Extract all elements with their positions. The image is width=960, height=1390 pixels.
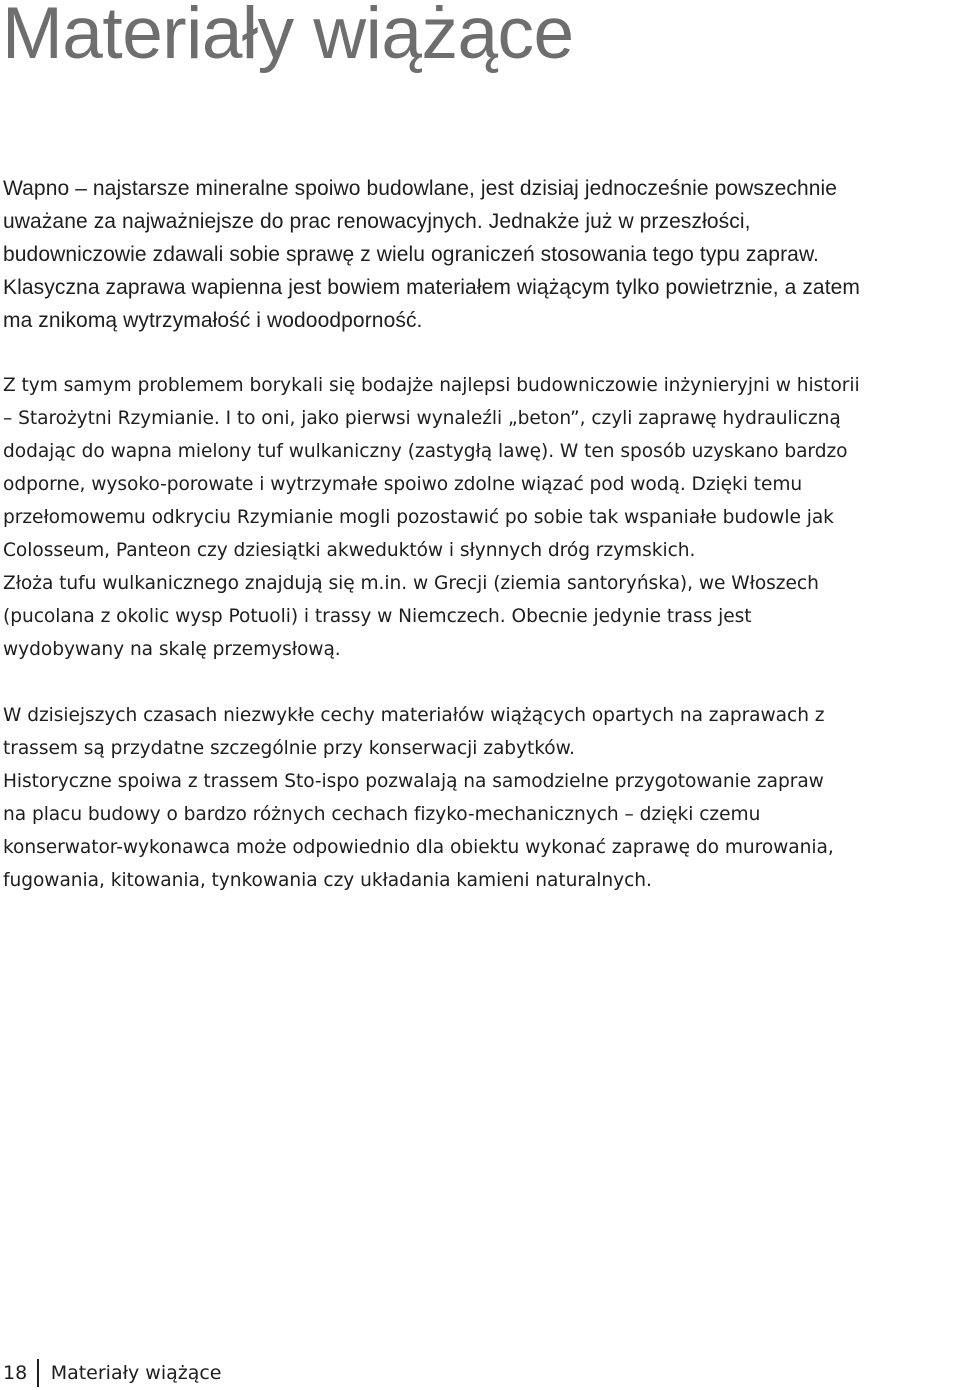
text-line: dodając do wapna mielony tuf wulkaniczny (zastygłą lawę). W ten sposób uzyskano bardzo (3, 441, 848, 462)
modern-use-paragraph (3, 699, 958, 897)
text-line: na placu budowy o bardzo różnych cechach fizyko-mechanicznych – dzięki czemu (3, 804, 761, 825)
text-line: przełomowemu odkryciu Rzymianie mogli pozostawić po sobie tak wspaniałe budowle jak (3, 507, 834, 528)
page-title: Materiały wiążące (2, 0, 574, 74)
text-line: ma znikomą wytrzymałość i wodoodporność. (3, 309, 423, 332)
text-line: odporne, wysoko-porowate i wytrzymałe spoiwo zdolne wiązać pod wodą. Dzięki temu (3, 474, 803, 495)
text-line: – Starożytni Rzymianie. I to oni, jako pierwsi wynaleźli „beton”, czyli zaprawę hydrauliczną (3, 408, 841, 429)
history-paragraph (3, 369, 958, 666)
text-line: Historyczne spoiwa z trassem Sto-ispo pozwalają na samodzielne przygotowanie zapraw (3, 771, 824, 792)
footer-divider (37, 1359, 39, 1387)
text-line: Wapno – najstarsze mineralne spoiwo budowlane, jest dzisiaj jednocześnie powszechnie (3, 177, 838, 200)
text-line: Klasyczna zaprawa wapienna jest bowiem materiałem wiążącym tylko powietrznie, a zatem (3, 276, 861, 299)
page-footer (3, 1358, 222, 1388)
text-line: wydobywany na skalę przemysłową. (3, 639, 341, 660)
text-line: (pucolana z okolic wysp Potuoli) i trassy w Niemczech. Obecnie jedynie trass jest (3, 606, 752, 627)
text-line: Colosseum, Panteon czy dziesiątki akweduktów i słynnych dróg rzymskich. (3, 540, 696, 561)
text-line: uważane za najważniejsze do prac renowacyjnych. Jednakże już w przeszłości, (3, 210, 751, 233)
text-line: konserwator-wykonawca może odpowiednio dla obiektu wykonać zaprawę do murowania, (3, 837, 834, 858)
text-line: trassem są przydatne szczególnie przy konserwacji zabytków. (3, 738, 575, 759)
text-line: W dzisiejszych czasach niezwykłe cechy materiałów wiążących opartych na zaprawach z (3, 705, 825, 726)
text-line: fugowania, kitowania, tynkowania czy układania kamieni naturalnych. (3, 870, 652, 891)
text-line: Z tym samym problemem borykali się bodajże najlepsi budowniczowie inżynieryjni w historii (3, 375, 860, 396)
text-line: budowniczowie zdawali sobie sprawę z wielu ograniczeń stosowania tego typu zapraw. (3, 243, 819, 266)
page-number: 18 (3, 1362, 28, 1384)
footer-section-title: Materiały wiążące (50, 1362, 222, 1384)
intro-paragraph (3, 172, 958, 337)
text-line: Złoża tufu wulkanicznego znajdują się m.in. w Grecji (ziemia santoryńska), we Włoszech (3, 573, 819, 594)
